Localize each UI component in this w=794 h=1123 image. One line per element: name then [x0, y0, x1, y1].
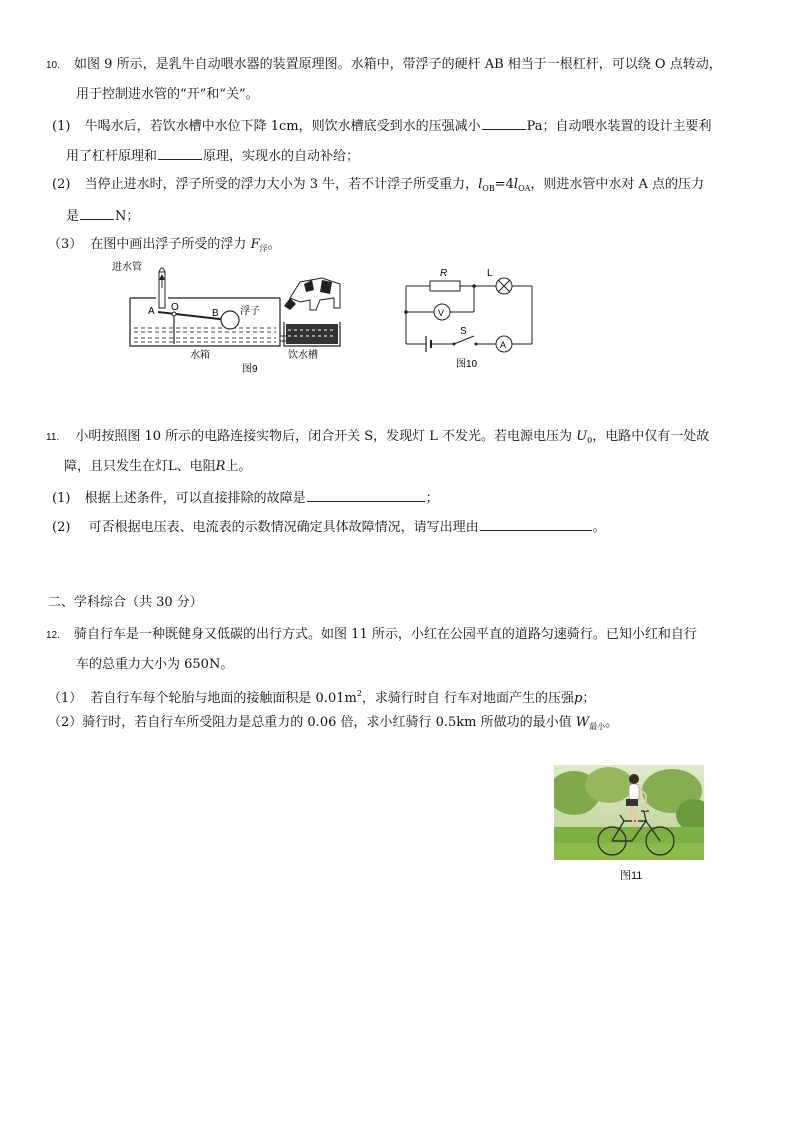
section-heading: 二、学科综合（共 30 分）: [48, 595, 203, 610]
svg-text:进水管: 进水管: [112, 262, 142, 273]
q12-line1: 12. 骑自行车是一种既健身又低碳的出行方式。如图 11 所示，小红在公园平直的道路匀速骑行。已知小红和自行: [46, 627, 697, 642]
q11-part2: (2) 可否根据电压表、电流表的示数情况确定具体故障情况，请写出理由 。: [52, 517, 606, 537]
answer-blank[interactable]: [480, 517, 592, 531]
svg-text:L: L: [487, 268, 493, 279]
resistor-r: [430, 281, 460, 291]
figure-9-caption: 图9: [242, 364, 258, 374]
q12-part2: （2）骑行时，若自行车所受阻力是总重力的 0.06 倍，求小红骑行 0.5km 所做功的最小值 $W_{最小}$。: [48, 715, 619, 731]
svg-text:B: B: [212, 308, 219, 319]
svg-text:S: S: [460, 326, 467, 337]
switch-icon: [454, 336, 474, 344]
answer-blank[interactable]: [307, 488, 425, 502]
figure-10-circuit: [398, 264, 538, 370]
q12-part1: （1） 若自行车每个轮胎与地面的接触面积是 $0.01m^2$，求骑行时自 行车对地面产生的压强p；: [48, 689, 596, 706]
svg-text:水箱: 水箱: [190, 350, 210, 361]
q10-part1-line2: 用了杠杆原理和 原理，实现水的自动补给；: [66, 146, 359, 166]
q10-line2: 用于控制进水管的“开”和“关”。: [76, 87, 259, 102]
svg-text:浮子: 浮子: [240, 306, 260, 317]
figure-11-cyclist-photo: [554, 765, 704, 860]
answer-blank[interactable]: [80, 206, 114, 220]
q10-part2-line1: (2) 当停止进水时，浮子所受的浮力大小为 3 牛，若不计浮子所受重力，$l_{OB}=4l_{OA}$，则进水管中水对 A 点的压力: [52, 177, 705, 193]
q11-part1: (1) 根据上述条件，可以直接排除的故障是 ；: [52, 488, 439, 508]
answer-blank[interactable]: [482, 116, 526, 130]
q11-line1: 11. 小明按照图 10 所示的电路连接实物后，闭合开关 S，发现灯 L 不发光。若电源电压为 $U_0$，电路中仅有一处故: [46, 429, 710, 445]
q10-part3: （3） 在图中画出浮子所受的浮力 $F_浮$。: [48, 237, 281, 253]
q10-line1: 10. 如图 9 所示，是乳牛自动喂水器的装置原理图。水箱中，带浮子的硬杆 AB 相当于一根杠杆，可以绕 O 点转动，: [46, 57, 722, 72]
q10-number: 10.: [46, 60, 60, 71]
q12-number: 12.: [46, 630, 60, 641]
figure-9-diagram: [108, 258, 348, 374]
answer-blank[interactable]: [158, 146, 202, 160]
q12-line2: 车的总重力大小为 650N。: [76, 657, 234, 672]
q11-line2: 障，且只发生在灯L、电阻R上。: [64, 459, 252, 474]
svg-text:饮水槽: 饮水槽: [288, 350, 318, 361]
q11-number: 11.: [46, 432, 60, 443]
figure-10-caption: 图10: [456, 359, 478, 370]
svg-text:A: A: [148, 306, 155, 317]
q10-part1-line1: (1) 牛喝水后，若饮水槽中水位下降 1cm，则饮水槽底受到水的压强减小 Pa；自动喂水装置的设计主要利: [52, 116, 712, 136]
q10-part2-line2: 是 N；: [66, 206, 139, 226]
svg-text:O: O: [171, 302, 179, 313]
cow-icon: [284, 278, 340, 310]
float-ball: [221, 311, 239, 329]
svg-text:R: R: [440, 268, 448, 279]
svg-text:A: A: [500, 340, 507, 350]
svg-text:V: V: [438, 308, 445, 318]
figure-11-caption: 图11: [620, 870, 643, 882]
